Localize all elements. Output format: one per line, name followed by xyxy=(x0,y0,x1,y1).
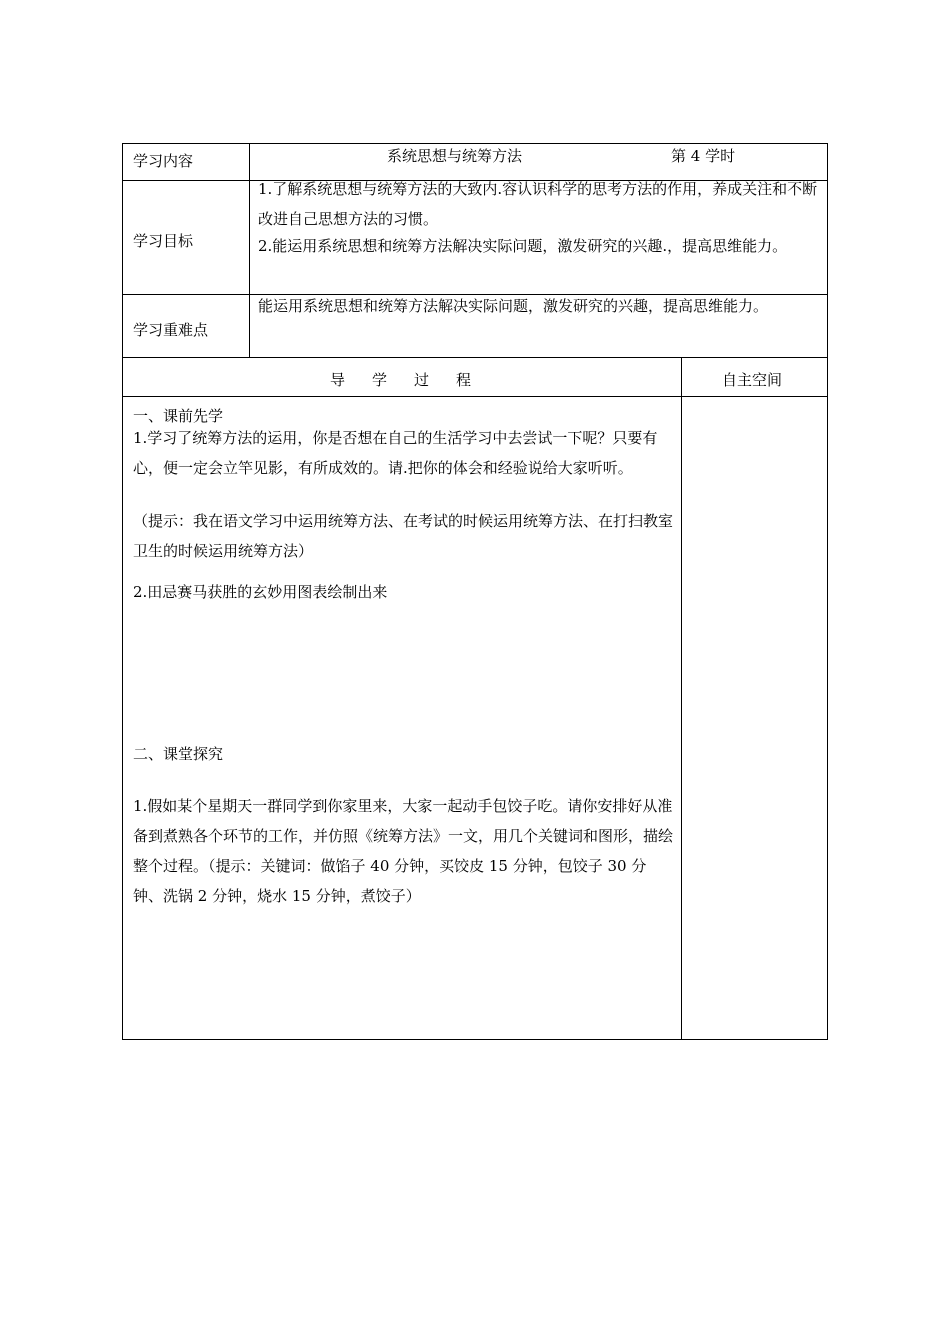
section-1-title: 一、课前先学 xyxy=(133,407,224,425)
objectives-label: 学习目标 xyxy=(133,232,194,250)
difficulty-label: 学习重难点 xyxy=(133,321,209,339)
objective-1: 1.了解系统思想与统筹方法的大致内.容认识科学的思考方法的作用，养成关注和不断改进自己思想方法的习惯。 xyxy=(258,180,818,228)
question-1: 1.学习了统筹方法的运用，你是否想在自己的生活学习中去尝试一下呢？只要有心，便一定会立竿见影，有所成效的。请.把你的体会和经验说给大家听听。 xyxy=(133,429,658,477)
lesson-number: 第 4 学时 xyxy=(671,147,736,165)
guide-process-header: 导学过程 xyxy=(330,371,499,389)
question-2: 2.田忌赛马获胜的玄妙用图表绘制出来 xyxy=(133,583,388,601)
col-divider-label xyxy=(249,143,250,357)
difficulty-value: 能运用系统思想和统筹方法解决实际问题，激发研究的兴趣，提高思维能力。 xyxy=(258,297,769,315)
hint-1: （提示：我在语文学习中运用统筹方法、在考试的时候运用统筹方法、在打扫教室卫生的时候运用统筹方法） xyxy=(133,512,674,560)
col-divider-self-space xyxy=(681,357,682,1040)
content-label: 学习内容 xyxy=(133,152,194,170)
objective-2: 2.能运用系统思想和统筹方法解决实际问题，激发研究的兴趣.，提高思维能力。 xyxy=(258,237,788,255)
row-divider-4 xyxy=(122,396,828,397)
row-divider-3 xyxy=(122,357,828,358)
self-space-header: 自主空间 xyxy=(722,371,783,389)
content-value: 系统思想与统筹方法 xyxy=(387,147,523,165)
question-3: 1.假如某个星期天一群同学到你家里来，大家一起动手包饺子吃。请你安排好从准备到煮熟各个环节的工作，并仿照《统筹方法》一文，用几个关键词和图形，描绘整个过程。（提示：关键词：做馅子 40 分钟，买饺皮 15 分钟，包饺子 30 分钟、洗锅 2 分钟，烧水 15 分钟，煮饺子） xyxy=(133,797,674,905)
section-2-title: 二、课堂探究 xyxy=(133,745,224,763)
